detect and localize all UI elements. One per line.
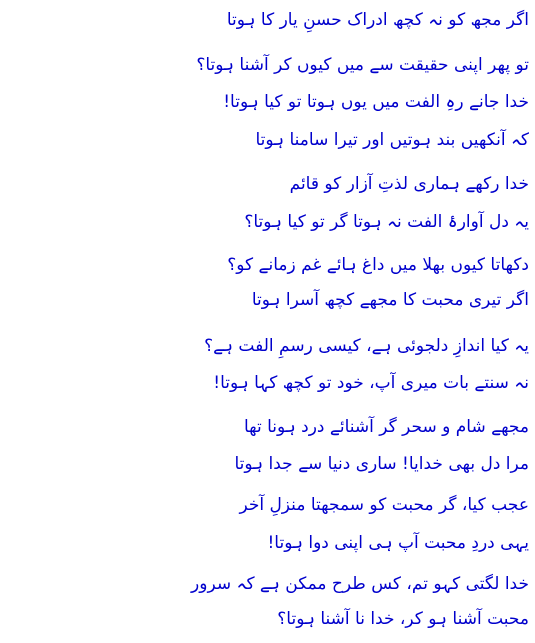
verse-line: نہ سنتے بات میری آپ، خود تو کچھ کہا ہوتا! bbox=[213, 373, 529, 393]
verse-line: دکھاتا کیوں بھلا میں داغ ہائے غم زمانے کو؟ bbox=[227, 255, 529, 275]
verse-line: یہی دردِ محبت آپ ہی اپنی دوا ہوتا! bbox=[267, 533, 529, 553]
verse-line: تو پھر اپنی حقیقت سے میں کیوں کر آشنا ہوتا؟ bbox=[196, 55, 529, 75]
verse-line: خدا رکھے ہماری لذتِ آزار کو قائم bbox=[289, 174, 529, 194]
verse-line: عجب کیا، گر محبت کو سمجھتا منزلِ آخر bbox=[239, 495, 529, 515]
verse-line: محبت آشنا ہو کر، خدا نا آشنا ہوتا؟ bbox=[277, 609, 529, 629]
verse-line: خدا جانے رہِ الفت میں یوں ہوتا تو کیا ہوتا! bbox=[223, 92, 529, 112]
verse-line: مرا دل بھی خدایا! ساری دنیا سے جدا ہوتا bbox=[234, 454, 529, 474]
verse-line: خدا لگتی کہو تم، کس طرح ممکن ہے کہ سرور bbox=[191, 574, 529, 594]
verse-line: مجھے شام و سحر گر آشنائے درد ہونا تھا bbox=[243, 417, 529, 437]
verse-line: یہ کیا اندازِ دلجوئی ہے، کیسی رسمِ الفت ہے؟ bbox=[204, 336, 529, 356]
verse-line: اگر تیری محبت کا مجھے کچھ آسرا ہوتا bbox=[251, 290, 529, 310]
verse-line: کہ آنکھیں بند ہوتیں اور تیرا سامنا ہوتا bbox=[255, 130, 529, 150]
verse-line: اگر مجھ کو نہ کچھ ادراک حسنِ یار کا ہوتا bbox=[226, 10, 529, 30]
verse-line: یہ دل آوارۂ الفت نہ ہوتا گر تو کیا ہوتا؟ bbox=[244, 212, 529, 232]
